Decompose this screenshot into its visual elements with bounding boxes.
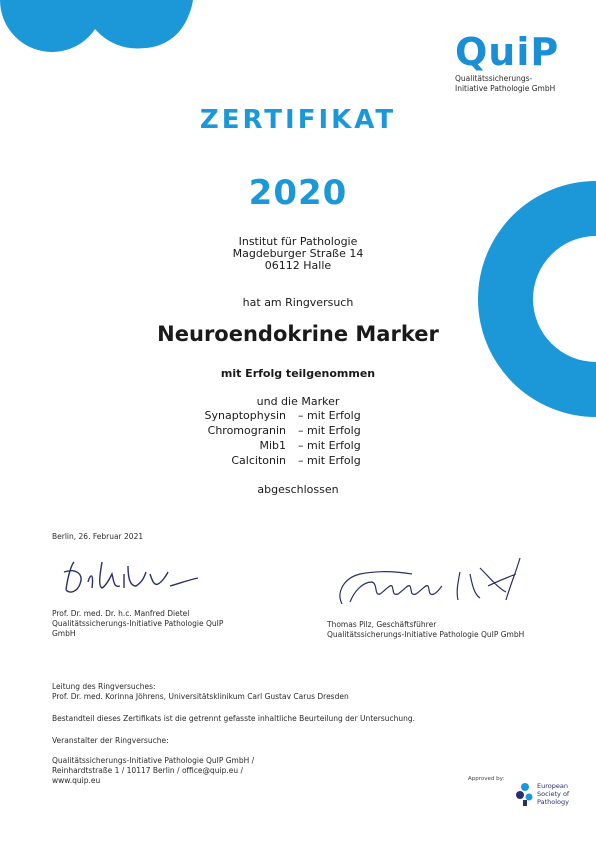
organizer-line-1: Qualitätssicherungs-Initiative Pathologie QuIP GmbH / <box>52 756 255 765</box>
certificate-heading: ZERTIFIKAT <box>199 105 397 135</box>
logo-wordmark: QuiP <box>455 30 560 74</box>
approved-by-label: Approved by: <box>468 776 505 782</box>
right-signature <box>330 552 530 614</box>
lead-value: Prof. Dr. med. Korinna Jöhrens, Universitätsklinikum Carl Gustav Carus Dresden <box>52 692 349 701</box>
esp-name-line-2: Society of <box>537 790 570 798</box>
left-signature <box>58 552 218 602</box>
intro-text: hat am Ringversuch <box>242 296 354 309</box>
esp-name-line-3: Pathology <box>537 798 570 806</box>
esp-logo-icon <box>514 780 536 806</box>
lead-label: Leitung des Ringversuches: <box>52 682 156 691</box>
markers-intro: und die Marker <box>256 395 340 408</box>
quip-logo <box>455 30 575 94</box>
marker-result: – mit Erfolg <box>298 454 361 467</box>
top-crescent-shape <box>82 0 193 49</box>
trial-name: Neuroendokrine Marker <box>157 322 439 346</box>
logo-subtitle-line-2: Initiative Pathologie GmbH <box>455 84 556 93</box>
left-signatory-org: Qualitätssicherungs-Initiative Pathologie QuIP <box>52 619 224 628</box>
assessment-note: Bestandteil dieses Zertifikats ist die getrennt gefasste inhaltliche Beurteilung der Untersuchung. <box>52 714 416 723</box>
place-date: Berlin, 26. Februar 2021 <box>52 532 144 541</box>
marker-name: Synaptophysin <box>204 409 286 422</box>
marker-result: – mit Erfolg <box>298 439 361 452</box>
logo-subtitle-line-1: Qualitätssicherungs- <box>455 74 533 83</box>
esp-name-line-1: European <box>537 782 568 790</box>
organizer-label: Veranstalter der Ringversuche: <box>52 736 169 745</box>
left-signatory-org-cont: GmbH <box>52 629 76 638</box>
marker-result: – mit Erfolg <box>298 409 361 422</box>
completed-text: abgeschlossen <box>257 483 339 496</box>
marker-name: Mib1 <box>259 439 286 452</box>
institute-name: Institut für Pathologie <box>238 235 358 248</box>
organizer-website: www.quip.eu <box>52 776 101 785</box>
success-text: mit Erfolg teilgenommen <box>220 367 376 380</box>
marker-name: Chromogranin <box>207 424 286 437</box>
certificate-year: 2020 <box>248 173 348 213</box>
institute-city: 06112 Halle <box>264 259 332 272</box>
institute-street: Magdeburger Straße 14 <box>232 247 364 260</box>
right-signatory-name: Thomas Pilz, Geschäftsführer <box>327 620 437 629</box>
marker-result: – mit Erfolg <box>298 424 361 437</box>
organizer-line-2: Reinhardtstraße 1 / 10117 Berlin / office@quip.eu / <box>52 766 244 775</box>
esp-name <box>537 782 569 806</box>
marker-name: Calcitonin <box>231 454 286 467</box>
left-signatory-name: Prof. Dr. med. Dr. h.c. Manfred Dietel <box>52 609 190 618</box>
markers-list <box>0 408 596 472</box>
right-signatory-org: Qualitätssicherungs-Initiative Pathologie QuIP GmbH <box>327 630 525 639</box>
